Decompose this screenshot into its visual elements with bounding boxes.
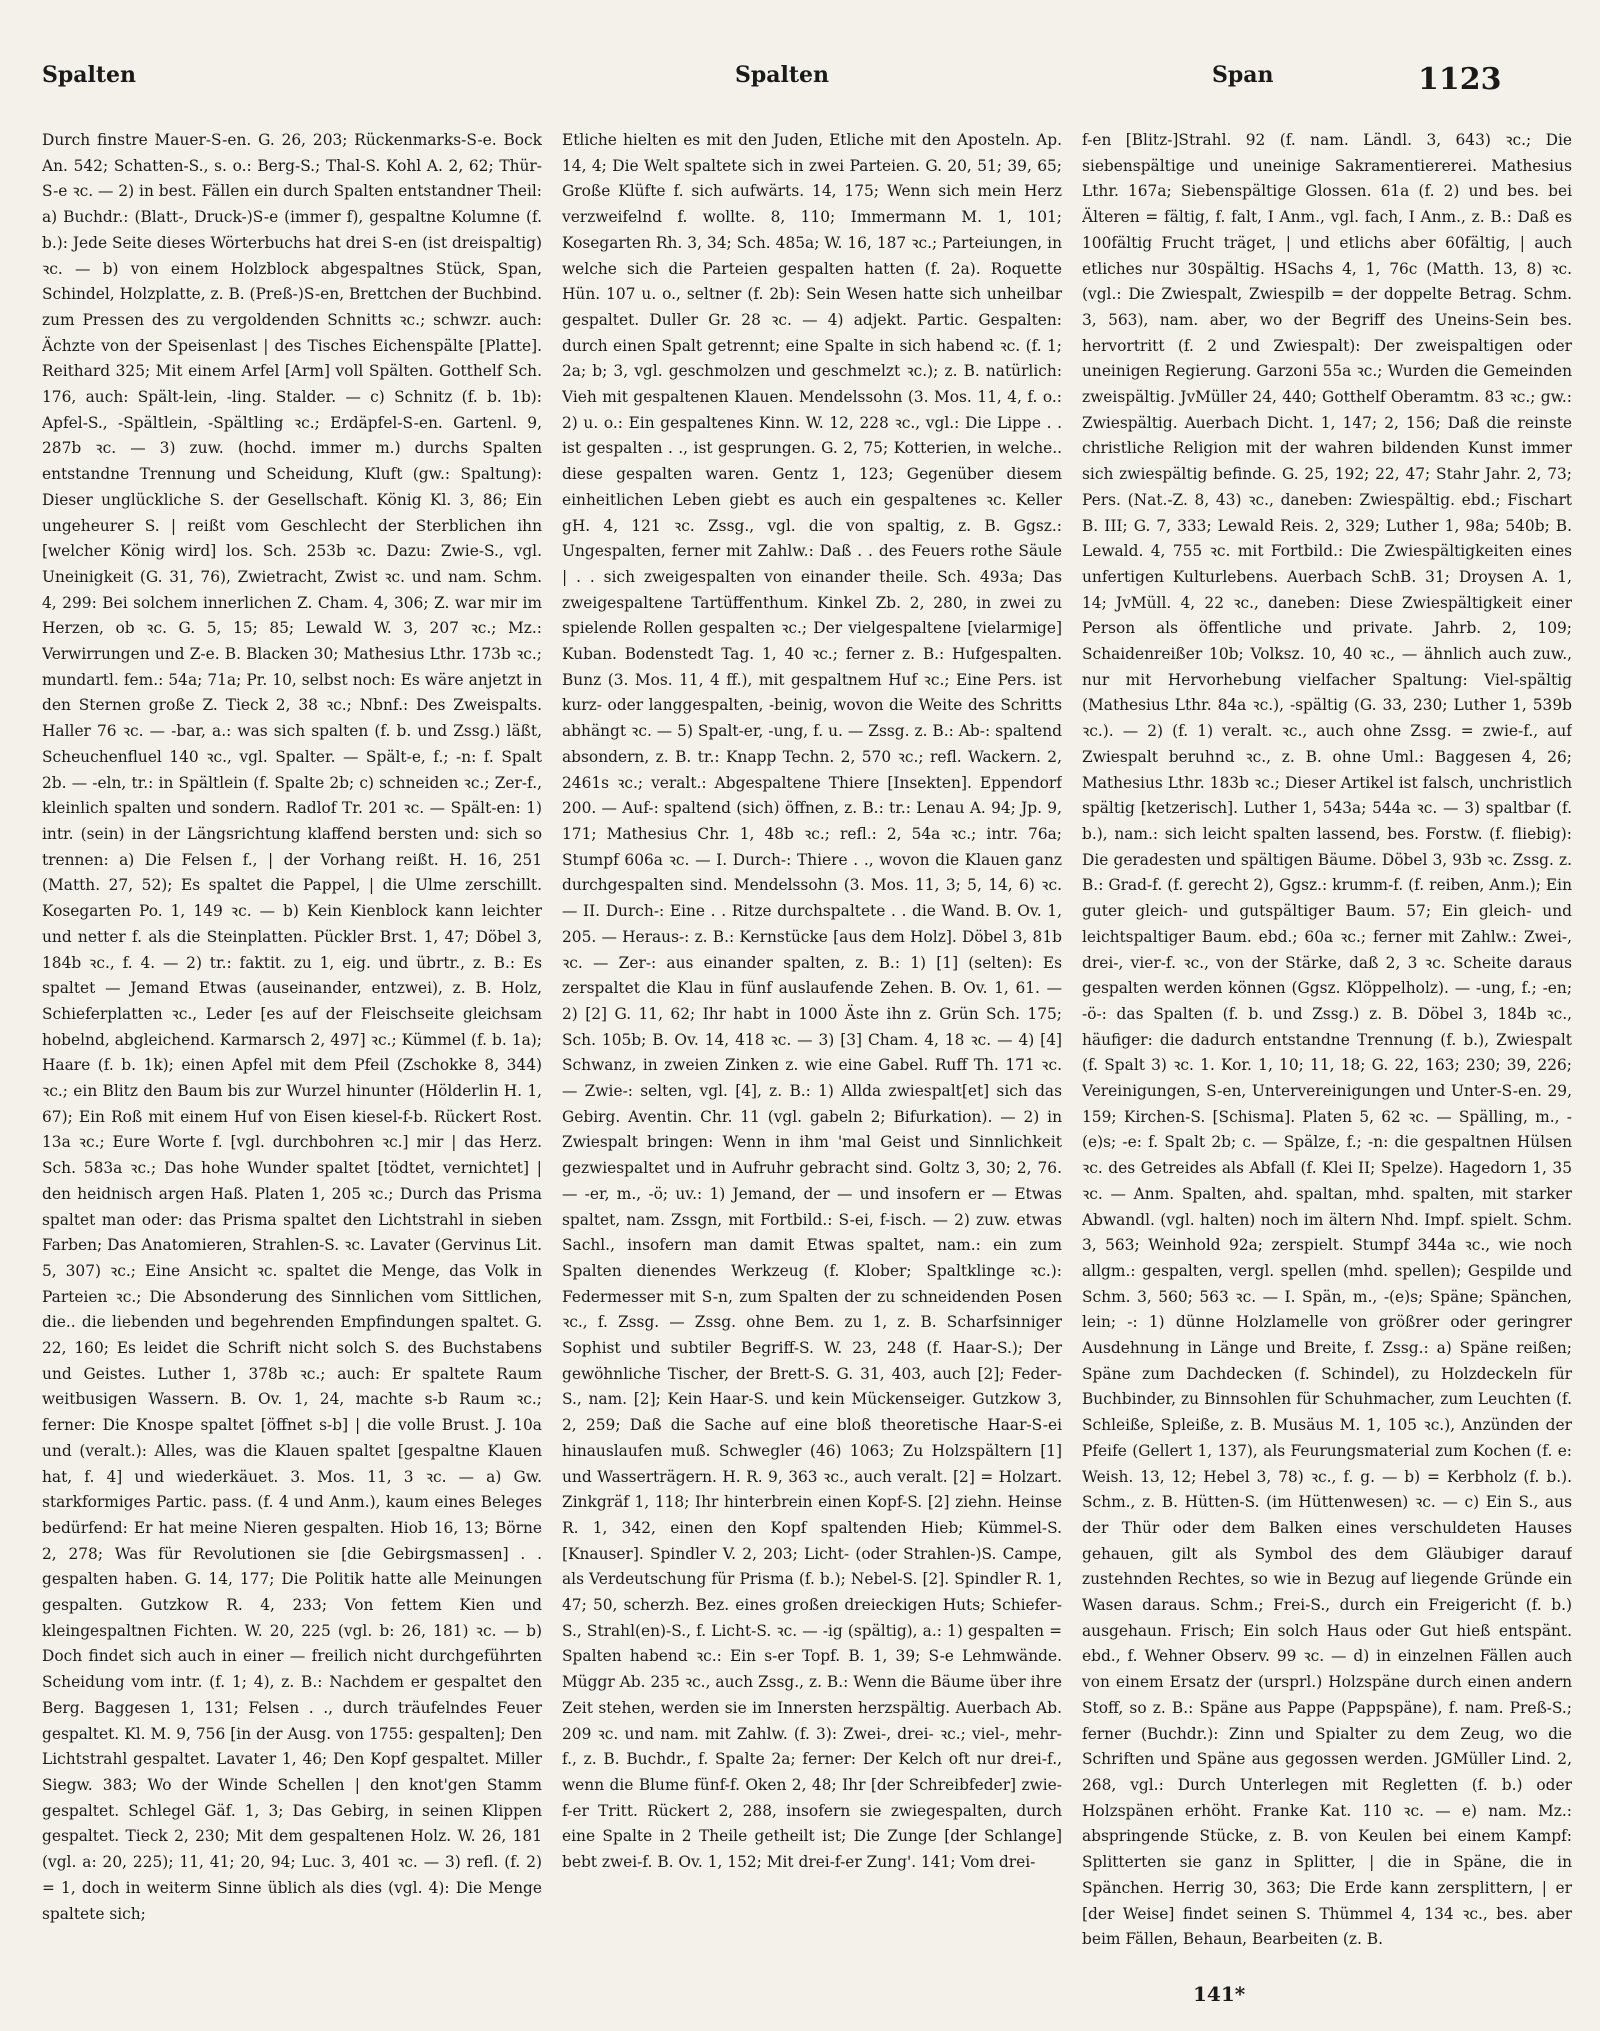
column-3-text: f-en [Blitz-]Strahl. 92 (f. nam. Ländl. 3, 643) ꝛc.; Die siebenspältige und uneinige Sakramentiererei. Mathesius Lthr. 167a; Siebenspältige Glossen. 61a (f. 2) und bes. bei Älteren = fältig, f. falt, I Anm., vgl. fach, I Anm., z. B.: Daß es 100fältig Frucht träget, | und etlichs aber 60fältig, | auch etliches nur 30spältig. HSachs 4, 1, 76c (Matth. 13, 8) ꝛc. (vgl.: Die Zwiespalt, Zwiespilb = der doppelte Betrag. Schm. 3, 563), nam. aber, wo der Begriff des Uneins-Sein bes. hervortritt (f. 2 und Zwiespalt): Der zweispaltigen oder uneinigen Regierung. Garzoni 55a ꝛc.; Wurden die Gemeinden zweispältig. JvMüller 24, 440; Gotthelf Oberamtm. 83 ꝛc.; gw.: Zwiespältig. Auerbach Dicht. 1, 147; 2, 156; Daß die reinste christliche Religion mit der wahren bildenden Kunst immer sich zwiespältig befinde. G. 25, 192; 22, 47; Stahr Jahr. 2, 73; Pers. (Nat.-Z. 8, 43) ꝛc., daneben: Zwiespältig. ebd.; Fischart B. III; G. 7, 333; Lewald Reis. 2, 329; Luther 1, 98a; 540b; B. Lewald. 4, 755 ꝛc. mit Fortbild.: Die Zwiespältigkeiten eines unfertigen Kulturlebens. Auerbach SchB. 31; Droysen A. 1, 14; JvMüll. 4, 22 ꝛc., daneben: Diese Zwiespältigkeit einer Person als öffentliche und private. Jahrb. 2, 109; Schaidenreißer 10b; Volksz. 10, 40 ꝛc., — ähnlich auch zuw., nur mit Hervorhebung vielfacher Spaltung: Viel-spältig (Mathesius Lthr. 84a ꝛc.), -spältig (G. 33, 230; Luther 1, 539b ꝛc.). — 2) (f. 1) veralt. ꝛc., auch ohne Zssg. = zwie-f., auf Zwiespalt beruhnd ꝛc., z. B. ohne Uml.: Baggesen 4, 26; Mathesius Lthr. 183b ꝛc.; Dieser Artikel ist falsch, unchristlich spältig [ketzerisch]. Luther 1, 543a; 544a ꝛc. — 3) spaltbar (f. b.), nam.: sich leicht spalten lassend, bes. Forstw. (f. fliebig): Die geradesten und spältigen Bäume. Döbel 3, 93b ꝛc. Zssg. z. B.: Grad-f. (f. gerecht 2), Ggsz.: krumm-f. (f. reiben, Anm.); Ein guter gleich- und gutspältiger Baum. 57; Ein gleich- und leichtspaltiger Baum. ebd.; 60a ꝛc.; ferner mit Zahlw.: Zwei-, drei-, vier-f. ꝛc., von der Stärke, daß 2, 3 ꝛc. Scheite daraus gespalten werden können (Ggsz. Klöppelholz). — -ung, f.; -en; -ö-: das Spalten (f. b. und Zssg.) z. B. Döbel 3, 184b ꝛc., häufiger: die dadurch entstandne Trennung (f. b.), Zwiespalt (f. Spalt 3) ꝛc. 1. Kor. 1, 10; 11, 18; G. 22, 163; 230; 39, 226; Vereinigungen, S-en, Untervereinigungen und Unter-S-en. 29, 159; Kirchen-S. [Schisma]. Platen 5, 62 ꝛc. — Spälling, m., -(e)s; -e: f. Spalt 2b; c. — Spälze, f.; -n: die gespaltnen Hülsen ꝛc. des Getreides als Abfall (f. Klei II; Spelze). Hagedorn 1, 35 ꝛc. — Anm. Spalten, ahd. spaltan, mhd. spalten, mit starker Abwandl. (vgl. halten) noch im ältern Nhd. Impf. spielt. Schm. 3, 563; Weinhold 92a; zerspielt. Stumpf 344a ꝛc., wie noch allgm.: gespalten, vergl. spellen (mhd. spellen); Gespilde und Schm. 3, 560; 563 ꝛc. — I. Spän, m., -(e)s; Späne; Spänchen, lein; -: 1) dünne Holzlamelle von größrer oder geringrer Ausdehnung in Länge und Breite, f. Zssg.: a) Späne reißen; Späne zum Dachdecken (f. Schindel), zu Holzdeckeln für Buchbinder, zu Binnsohlen für Schuhmacher, zum Leuchten (f. Schleiße, Spleiße, z. B. Musäus M. 1, 105 ꝛc.), Anzünden der Pfeife (Gellert 1, 137), als Feurungsmaterial zum Kochen (f. e: Weish. 13, 12; Hebel 3, 78) ꝛc., f. g. — b) = Kerbholz (f. b.). Schm., z. B. Hütten-S. (im Hüttenwesen) ꝛc. — c) Ein S., aus der Thür oder dem Balken eines verschuldeten Hauses gehauen, gilt als Symbol des dem Gläubiger darauf zustehnden Rechtes, so wie in Bezug auf liegende Gründe ein Wasen daraus. Schm.; Frei-S., durch ein Freigericht (f. b.) ausgehaun. Frisch; Ein solch Haus oder Gut hieß entspänt. ebd., f. Wehner Observ. 99 ꝛc. — d) in einzelnen Fällen auch von einem Ersatz der (ursprl.) Holzspäne durch einen andern Stoff, so z. B.: Späne aus Pappe (Pappspäne), f. nam. Preß-S.; ferner (Buchdr.): Zinn und Spialter zu dem Zeug, wo die Schriften und Späne aus gegossen werden. JGMüller Lind. 2, 268, vgl.: Durch Unterlegen mit Regletten (f. b.) oder Holzspänen erhöht. Franke Kat. 110 ꝛc. — e) nam. Mz.: abspringende Stücke, z. B. von Keulen bei einem Kampf: Splitterten sie ganz in Splitter, | die in Späne, die in Spänchen. Herrig 30, 363; Die Erde kann zersplittern, | er [der Weise] findet seinen S. Thümmel 4, 134 ꝛc., bes. aber beim Fällen, Behaun, Bearbeiten (z. B.: [1082, 131, 1572, 1949]
text-column-3: [1082, 128, 1572, 2013]
text-column-1: [42, 128, 542, 2013]
running-head-right: Span: [1212, 62, 1274, 88]
text-column-2: [562, 128, 1062, 2013]
column-2-text: Etliche hielten es mit den Juden, Etliche mit den Aposteln. Ap. 14, 4; Die Welt spaltete sich in zwei Parteien. G. 20, 51; 39, 65; Große Klüfte f. sich aufwärts. 14, 175; Wenn sich mein Herz verzweifelnd f. wollte. 8, 110; Immermann M. 1, 101; Kosegarten Rh. 3, 34; Sch. 485a; W. 16, 187 ꝛc.; Parteiungen, in welche sich die Parteien gespalten hatten (f. 2a). Roquette Hün. 107 u. o., seltner (f. 2b): Sein Wesen hatte sich unheilbar gespaltet. Duller Gr. 28 ꝛc. — 4) adjekt. Partic. Gespalten: durch einen Spalt getrennt; eine Spalte in sich habend ꝛc. (f. 1; 2a; b; 3, vgl. geschmolzen und geschmelzt ꝛc.); z. B. natürlich: Vieh mit gespaltenen Klauen. Mendelssohn (3. Mos. 11, 4, f. o.: 2) u. o.: Ein gespaltenes Kinn. W. 12, 228 ꝛc., vgl.: Die Lippe . . ist gespalten . ., ist gesprungen. G. 2, 75; Kotterien, in welche.. diese gespalten waren. Gentz 1, 123; Gegenüber diesem einheitlichen Leben giebt es auch ein gespaltenes ꝛc. Keller gH. 4, 121 ꝛc. Zssg., vgl. die von spaltig, z. B. Ggsz.: Ungespalten, ferner mit Zahlw.: Daß . . des Feuers rothe Säule | . . sich zweigespalten von einander theile. Sch. 493a; Das zweigespaltene Tartüffenthum. Kinkel Zb. 2, 280, in zwei zu spielende Rollen gespalten ꝛc.; Der vielgespaltene [vielarmige] Kuban. Bodenstedt Tag. 1, 40 ꝛc.; ferner z. B.: Hufgespalten. Bunz (3. Mos. 11, 4 ff.), mit gespaltnem Huf ꝛc.; Eine Pers. ist kurz- oder langgespalten, -beinig, wovon die Weite des Schritts abhängt ꝛc. — 5) Spalt-er, -ung, f. u. — Zssg. z. B.: Ab-: spaltend absondern, z. B. tr.: Knapp Techn. 2, 570 ꝛc.; refl. Wackern. 2, 2461s ꝛc.; veralt.: Abgespaltene Thiere [Insekten]. Eppendorf 200. — Auf-: spaltend (sich) öffnen, z. B.: tr.: Lenau A. 94; Jp. 9, 171; Mathesius Chr. 1, 48b ꝛc.; refl.: 2, 54a ꝛc.; intr. 76a; Stumpf 606a ꝛc. — I. Durch-: Thiere . ., wovon die Klauen ganz durchgespalten sind. Mendelssohn (3. Mos. 11, 3; 5, 14, 6) ꝛc. — II. Durch-: Eine . . Ritze durchspaltete . . die Wand. B. Ov. 1, 205. — Heraus-: z. B.: Kernstücke [aus dem Holz]. Döbel 3, 81b ꝛc. — Zer-: aus einander spalten, z. B.: 1) [1] (selten): Es zerspaltet die Klau in fünf auslaufende Zehen. B. Ov. 1, 61. — 2) [2] G. 11, 62; Ihr habt in 1000 Äste ihn z. Grün Sch. 175; Sch. 105b; B. Ov. 14, 418 ꝛc. — 3) [3] Cham. 4, 18 ꝛc. — 4) [4] Schwanz, in zweien Zinken z. wie eine Gabel. Ruff Th. 171 ꝛc. — Zwie-: selten, vgl. [4], z. B.: 1) Allda zwiespalt[et] sich das Gebirg. Aventin. Chr. 11 (vgl. gabeln 2; Bifurkation). — 2) in Zwiespalt bringen: Wenn in ihm 'mal Geist und Sinnlichkeit gezwiespaltet und in Aufruhr gebracht sind. Goltz 3, 30; 2, 76. — -er, m., -ö; uv.: 1) Jemand, der — und insofern er — Etwas spaltet, nam. Zssgn, mit Fortbild.: S-ei, f-isch. — 2) zuw. etwas Sachl., insofern man damit Etwas spaltet, nam.: ein zum Spalten dienendes Werkzeug (f. Klober; Spaltklinge ꝛc.): Federmesser mit S-n, zum Spalten der zu schneidenden Posen ꝛc., f. Zssg. — Zssg. ohne Bem. zu 1, z. B. Scharfsinniger Sophist und subtiler Begriff-S. W. 23, 248 (f. Haar-S.); Der gewöhnliche Tischer, der Brett-S. G. 31, 403, auch [2]; Feder-S., nam. [2]; Kein Haar-S. und kein Mückenseiger. Gutzkow 3, 2, 259; Daß die Sache auf eine bloß theoretische Haar-S-ei hinauslaufen muß. Schwegler (46) 1063; Zu Holzspältern [1] und Wasserträgern. H. R. 9, 363 ꝛc., auch veralt. [2] = Holzart. Zinkgräf 1, 118; Ihr hinterbrein einen Kopf-S. [2] ziehn. Heinse R. 1, 342, einen den Kopf spaltenden Hieb; Kümmel-S. [Knauser]. Spindler V. 2, 203; Licht- (oder Strahlen-)S. Campe, als Verdeutschung für Prisma (f. b.); Nebel-S. [2]. Spindler R. 1, 47; 50, scherzh. Bez. eines großen dreieckigen Huts; Schiefer-S., Strahl(en)-S., f. Licht-S. ꝛc. — -ig (spältig), a.: 1) gespalten = Spalten habend ꝛc.: Ein s-er Topf. B. 1, 39; S-e Lehmwände. Müggr Ab. 235 ꝛc., auch Zssg., z. B.: Wenn die Bäume über ihre Zeit stehen, werden sie im Innersten herzspältig. Auerbach Ab. 209 ꝛc. und nam. mit Zahlw. (f. 3): Zwei-, drei- ꝛc.; viel-, mehr-f., z. B. Buchdr., f. Spalte 2a; ferner: Der Kelch oft nur drei-f., wenn die Blume fünf-f. Oken 2, 48; Ihr [der Schreibfeder] zwie-f-er Tritt. Rückert 2, 288, insofern sie zwiegespalten, durch eine Spalte in 2 Theile getheilt ist; Die Zunge [der Schlange] bebt zwei-f. B. Ov. 1, 152; Mit drei-f-er Zung'. 141; Vom drei-: [562, 131, 1062, 1872]
running-head-left: Spalten: [42, 62, 137, 88]
running-head-center: Spalten: [735, 62, 830, 88]
page-number: 1123: [1418, 62, 1502, 97]
sheet-signature: 141*: [1193, 1982, 1246, 2006]
column-1-text: Durch finstre Mauer-S-en. G. 26, 203; Rückenmarks-S-e. Bock An. 542; Schatten-S., s. o.: Berg-S.; Thal-S. Kohl A. 2, 62; Thür-S-e ꝛc. — 2) in best. Fällen ein durch Spalten entstandner Theil: a) Buchdr.: (Blatt-, Druck-)S-e (immer f), gespaltne Kolumne (f. b.): Jede Seite dieses Wörterbuchs hat drei S-en (ist dreispaltig) ꝛc. — b) von einem Holzblock abgespaltnes Stück, Span, Schindel, Holzplatte, z. B. (Preß-)S-en, Brettchen der Buchbind. zum Pressen des zu vergoldenden Schnitts ꝛc.; schwzr. auch: Ächzte von der Speisenlast | des Tisches Eichenspälte [Platte]. Reithard 325; Mit einem Arfel [Arm] voll Spälten. Gotthelf Sch. 176, auch: Spält-lein, -ling. Stalder. — c) Schnitz (f. b. 1b): Apfel-S., -Spältlein, -Spältling ꝛc.; Erdäpfel-S-en. Gartenl. 9, 287b ꝛc. — 3) zuw. (hochd. immer m.) durchs Spalten entstandne Trennung und Scheidung, Kluft (gw.: Spaltung): Dieser unglückliche S. der Gesellschaft. König Kl. 3, 86; Ein ungeheurer S. | reißt vom Geschlecht der Sterblichen ihn [welcher König wird] los. Sch. 253b ꝛc. Dazu: Zwie-S., vgl. Uneinigkeit (G. 31, 76), Zwietracht, Zwist ꝛc. und nam. Schm. 4, 299: Bei solchem innerlichen Z. Cham. 4, 306; Z. war mir im Herzen, ob ꝛc. G. 5, 15; 85; Lewald W. 3, 207 ꝛc.; Mz.: Verwirrungen und Z-e. B. Blacken 30; Mathesius Lthr. 173b ꝛc.; mundartl. fem.: 54a; 71a; Pr. 10, selbst noch: Es wäre anjetzt in den Sternen große Z. Tieck 2, 38 ꝛc.; Nbnf.: Des Zweispalts. Haller 76 ꝛc. — -bar, a.: was sich spalten (f. b. und Zssg.) läßt, Scheuchenfluel 140 ꝛc., vgl. Spalter. — Spält-e, f.; -n: f. Spalt 2b. — -eln, tr.: in Spältlein (f. Spalte 2b; c) schneiden ꝛc.; Zer-f., kleinlich spalten und sondern. Radlof Tr. 201 ꝛc. — Spält-en: 1) intr. (sein) in der Längsrichtung klaffend bersten und: sich so trennen: a) Die Felsen f., | der Vorhang reißt. H. 16, 251 (Matth. 27, 52); Es spaltet die Pappel, | die Ulme zerschillt. Kosegarten Po. 1, 149 ꝛc. — b) Kein Kienblock kann leichter und netter f. als die Steinplatten. Pückler Brst. 1, 47; Döbel 3, 184b ꝛc., f. 4. — 2) tr.: faktit. zu 1, eig. und übrtr., z. B.: Es spaltet — Jemand Etwas (auseinander, entzwei), z. B. Holz, Schieferplatten ꝛc., Leder [es auf der Fleischseite gleichsam hobelnd, abgleichend. Karmarsch 2, 497] ꝛc.; Kümmel (f. b. 1a); Haare (f. b. 1k); einen Apfel mit dem Pfeil (Zschokke 8, 344) ꝛc.; ein Blitz den Baum bis zur Wurzel hinunter (Hölderlin H. 1, 67); Ein Roß mit einem Huf von Eisen kiesel-f-b. Rückert Rost. 13a ꝛc.; Eure Worte f. [vgl. durchbohren ꝛc.] mir | das Herz. Sch. 583a ꝛc.; Das hohe Wunder spaltet [tödtet, vernichtet] | den heidnisch argen Haß. Platen 1, 205 ꝛc.; Durch das Prisma spaltet man oder: das Prisma spaltet den Lichtstrahl in sieben Farben; Das Anatomieren, Strahlen-S. ꝛc. Lavater (Gervinus Lit. 5, 307) ꝛc.; Eine Ansicht ꝛc. spaltet die Menge, das Volk in Parteien ꝛc.; Die Absonderung des Sinnlichen vom Sittlichen, die.. die liebenden und begehrenden Empfindungen spaltet. G. 22, 160; Es leidet die Schrift nicht solch S. des Buchstabens und Geistes. Luther 1, 378b ꝛc.; auch: Er spaltete Raum weitbusigen Wassern. B. Ov. 1, 24, machte s-b Raum ꝛc.; ferner: Die Knospe spaltet [öffnet s-b] | die volle Brust. J. 10a und (veralt.): Alles, was die Klauen spaltet [gespaltne Klauen hat, f. 4] und wiederkäuet. 3. Mos. 11, 3 ꝛc. — a) Gw. starkformiges Partic. pass. (f. 4 und Anm.), kaum eines Beleges bedürfend: Er hat meine Nieren gespalten. Hiob 16, 13; Börne 2, 278; Was für Revolutionen sie [die Gebirgsmassen] . . gespalten haben. G. 14, 177; Die Politik hatte alle Meinungen gespalten. Gutzkow R. 4, 233; Von fettem Kien und kleingespaltnen Fichten. W. 20, 225 (vgl. b: 26, 181) ꝛc. — b) Doch findet sich auch in einer — freilich nicht durchgeführten Scheidung vom intr. (f. 1; 4), z. B.: Nachdem er gespaltet den Berg. Baggesen 1, 131; Felsen . ., durch träufelndes Feuer gespaltet. Kl. M. 9, 756 [in der Ausg. von 1755: gespalten]; Den Lichtstrahl gespaltet. Lavater 1, 46; Den Kopf gespaltet. Miller Siegw. 383; Wo der Winde Schellen | den knot'gen Stamm gespaltet. Schlegel Gäf. 1, 3; Das Gebirg, in seinen Klippen gespaltet. Tieck 2, 230; Mit dem gespaltenen Holz. W. 26, 181 (vgl. a: 20, 225); 11, 41; 20, 94; Luc. 3, 401 ꝛc. — 3) refl. (f. 2) = 1, doch in weiterm Sinne üblich als dies (vgl. 4): Die Menge spaltete sich;: [42, 131, 542, 1923]
